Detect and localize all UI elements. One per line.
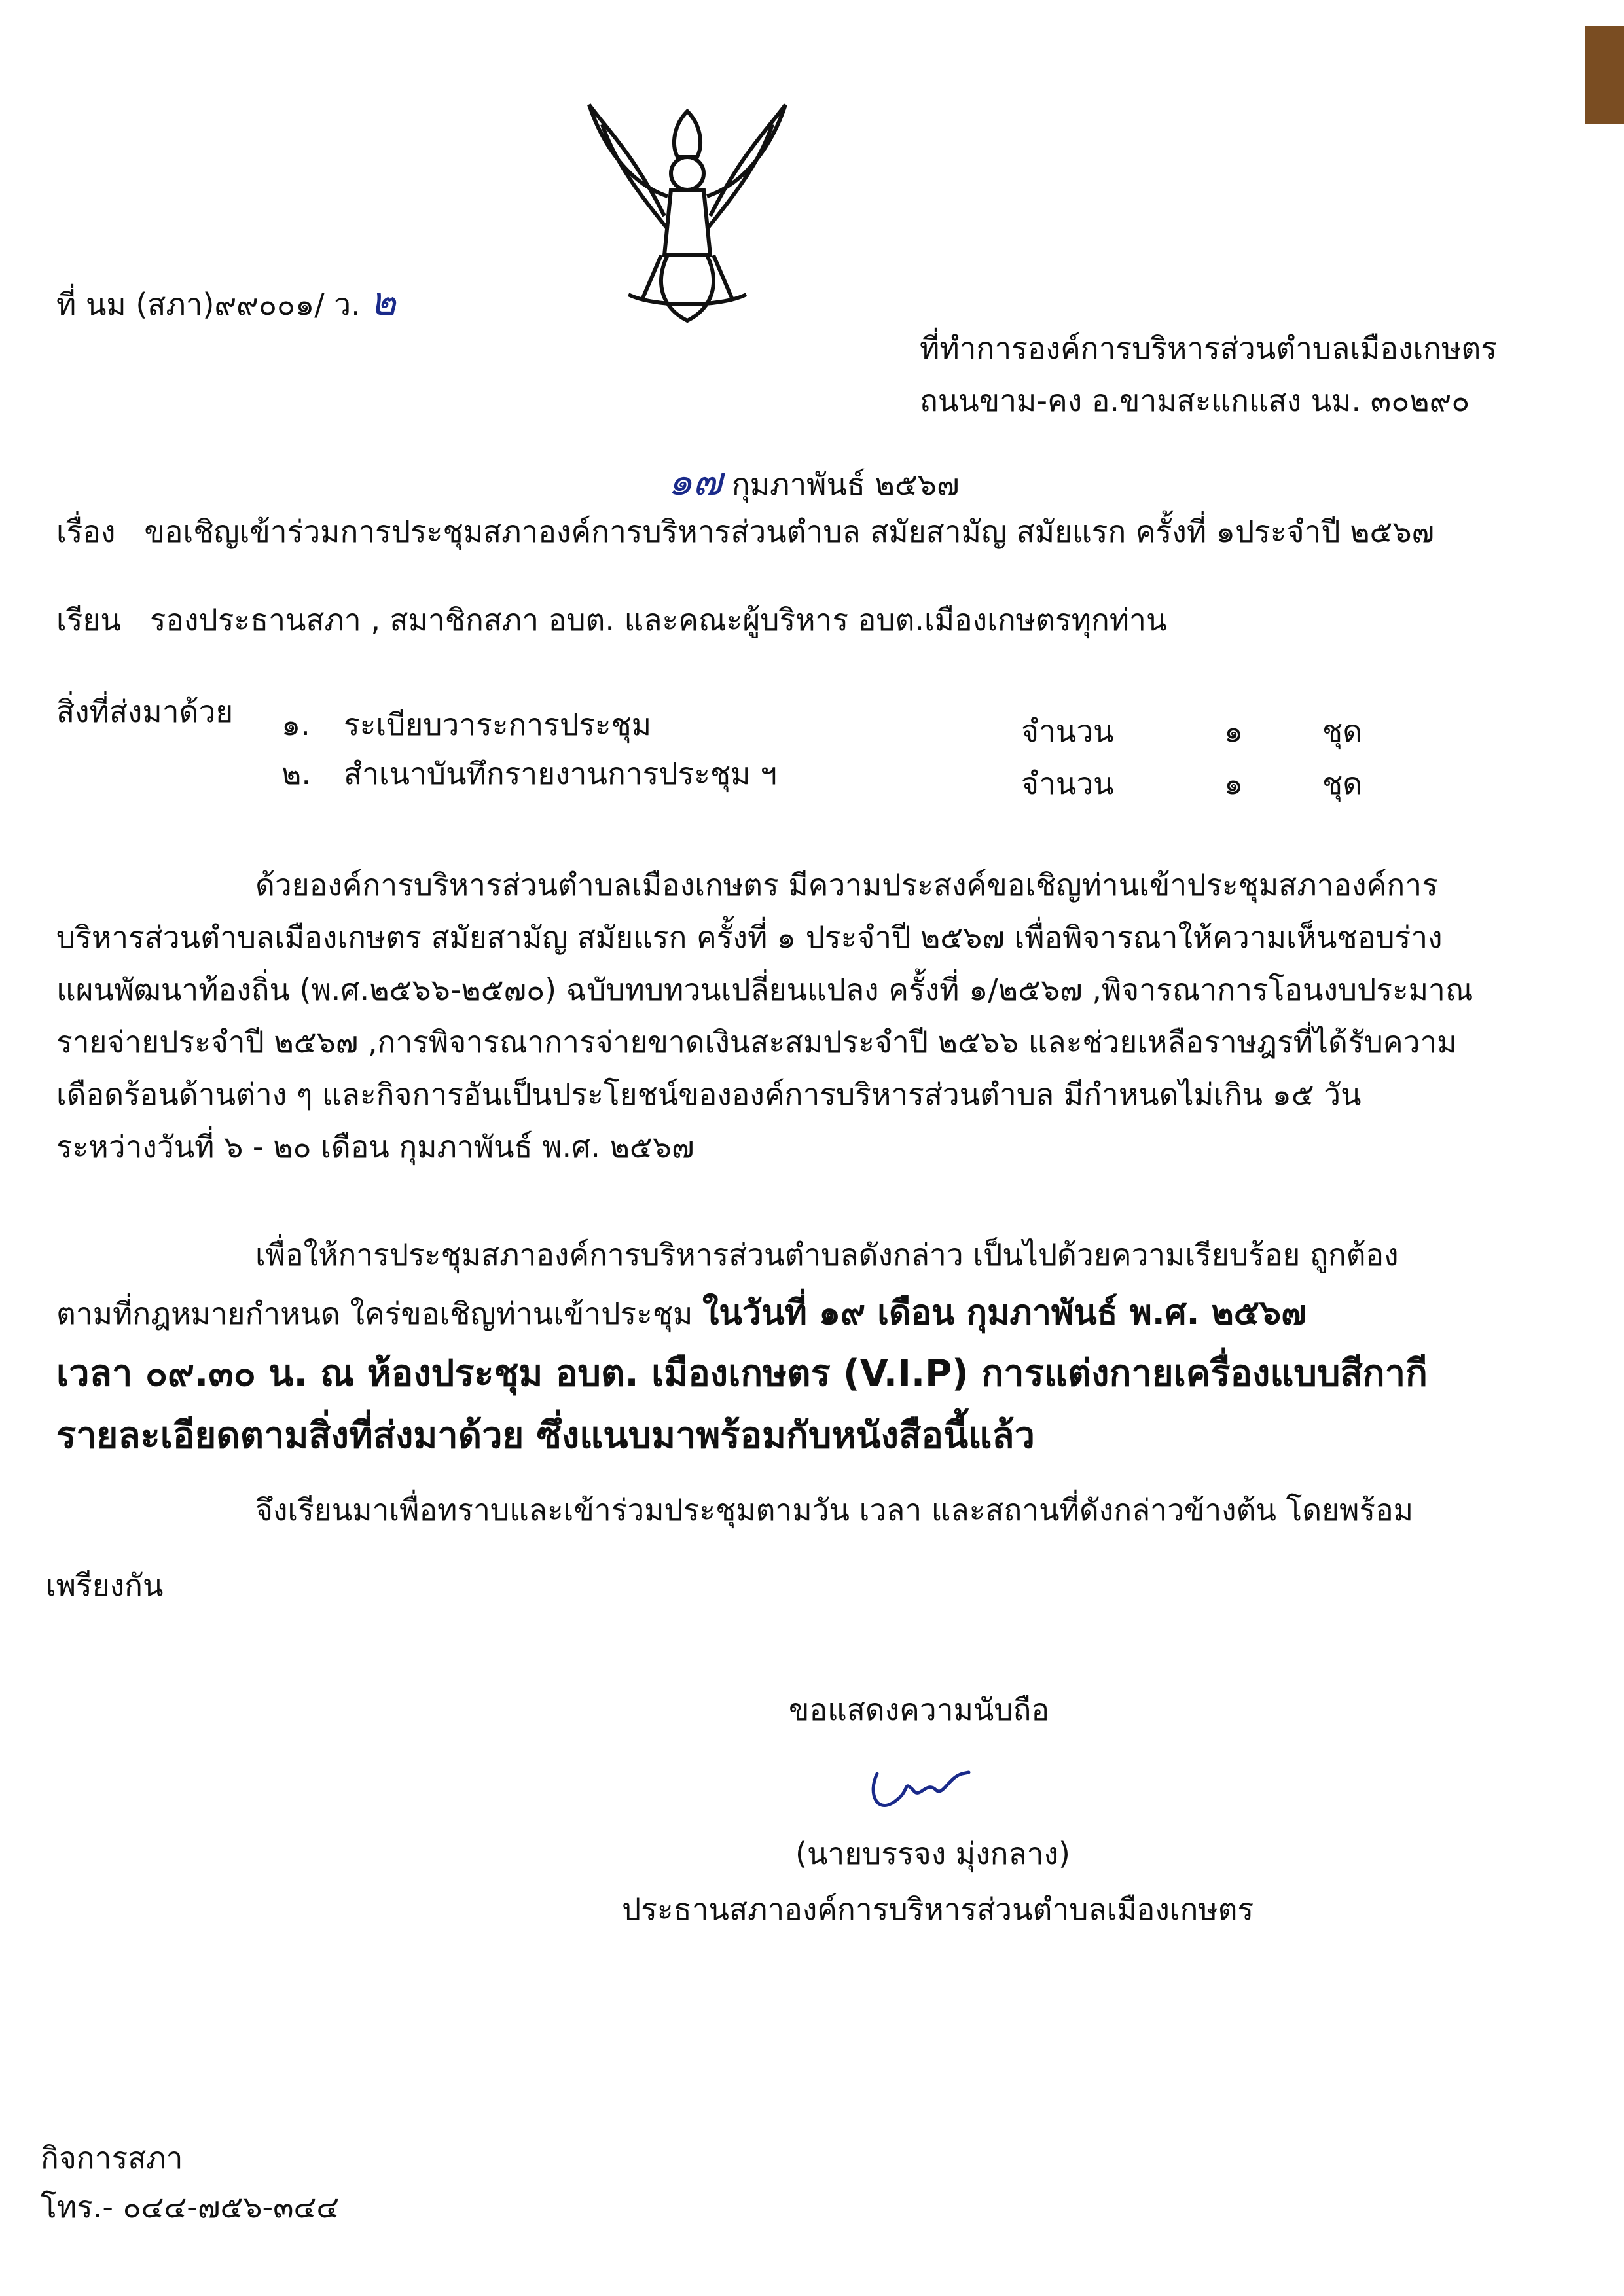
doc-number [56,278,396,325]
enclosure-1-unit: ชุด [1322,713,1363,749]
para1-line4: รายจ่ายประจำปี ๒๕๖๗ ,การพิจารณาการจ่ายขาดเงินสะสมประจำปี ๒๕๖๖ และช่วยเหลือราษฎรที่ได้รับความ [56,1024,1457,1060]
document-date [668,458,960,505]
enclosure-1-qty: ๑ [1224,713,1244,749]
enclosure-2-qty-label: จำนวน [1021,766,1114,801]
signature-image [864,1754,982,1820]
enclosure-2-text: สำเนาบันทึกรายงานการประชุม ฯ [344,756,777,791]
enclosure-1-text: ระเบียบวาระการประชุม [344,707,652,742]
scan-edge-mark [1585,26,1624,124]
meeting-details-note: รายละเอียดตามสิ่งที่ส่งมาด้วย ซึ่งแนบมาพร้อมกับหนังสือนี้แล้ว [56,1414,1035,1457]
para1-line1: ด้วยองค์การบริหารส่วนตำบลเมืองเกษตร มีความประสงค์ขอเชิญท่านเข้าประชุมสภาองค์การ [255,867,1438,903]
office-address-line2: ถนนขาม-คง อ.ขามสะแกแสง นม. ๓๐๒๙๐ [920,383,1470,418]
para2-line2 [56,1293,1447,1333]
signatory-name: (นายบรรจง มุ่งกลาง) [795,1836,1070,1871]
para1-line3: แผนพัฒนาท้องถิ่น (พ.ศ.๒๕๖๖-๒๕๗๐) ฉบับทบทวนเปลี่ยนแปลง ครั้งที่ ๑/๒๕๖๗ ,พิจารณาการโอนงบประมาณ [56,972,1473,1007]
enclosure-1-qty-label: จำนวน [1021,713,1114,749]
para1-line2: บริหารส่วนตำบลเมืองเกษตร สมัยสามัญ สมัยแรก ครั้งที่ ๑ ประจำปี ๒๕๖๗ เพื่อพิจารณาให้ความเห็นชอบร่าง [56,920,1443,955]
subject-label: เรื่อง [56,514,116,549]
recipient-text: รองประธานสภา , สมาชิกสภา อบต. และคณะผู้บริหาร อบต.เมืองเกษตรทุกท่าน [149,602,1167,637]
meeting-time-place: เวลา ๐๙.๓๐ น. ณ ห้องประชุม อบต. เมืองเกษตร (V.I.P) การแต่งกายเครื่องแบบสีกากี [56,1352,1428,1395]
enclosure-1-num: ๑. [281,707,310,742]
garuda-emblem [563,85,812,334]
closing-regards: ขอแสดงความนับถือ [789,1692,1050,1727]
date-day-handwritten: ๑๗ [668,459,723,505]
para2-line2-normal: ตามที่กฎหมายกำหนด ใคร่ขอเชิญท่านเข้าประชุม [56,1296,702,1331]
recipient-label: เรียน [56,602,121,637]
enclosures-label: สิ่งที่ส่งมาด้วย [56,694,234,729]
para1-line5: เดือดร้อนด้านต่าง ๆ และกิจการอันเป็นประโยชน์ขององค์การบริหารส่วนตำบล มีกำหนดไม่เกิน ๑๕ วัน [56,1077,1362,1112]
office-address-line1: ที่ทำการองค์การบริหารส่วนตำบลเมืองเกษตร [920,331,1497,366]
meeting-date: ในวันที่ ๑๙ เดือน กุมภาพันธ์ พ.ศ. ๒๕๖๗ [702,1293,1307,1333]
para2-line1: เพื่อให้การประชุมสภาองค์การบริหารส่วนตำบลดังกล่าว เป็นไปด้วยความเรียบร้อย ถูกต้อง [255,1237,1399,1272]
para1-line6: ระหว่างวันที่ ๖ - ๒๐ เดือน กุมภาพันธ์ พ.ศ. ๒๕๖๗ [56,1129,695,1164]
date-month-year: กุมภาพันธ์ ๒๕๖๗ [731,467,960,502]
signatory-position: ประธานสภาองค์การบริหารส่วนตำบลเมืองเกษตร [622,1892,1254,1927]
enclosure-2-unit: ชุด [1322,766,1363,801]
enclosure-2-qty: ๑ [1224,766,1244,801]
recipient-line [56,602,1447,638]
enclosure-2-num: ๒. [281,756,311,791]
para3-line2: เพรียงกัน [46,1568,164,1603]
footer-department: กิจการสภา [41,2140,183,2176]
subject-text: ขอเชิญเข้าร่วมการประชุมสภาองค์การบริหารส่วนตำบล สมัยสามัญ สมัยแรก ครั้งที่ ๑ประจำปี ๒๕๖๗ [144,514,1435,549]
doc-number-text: ที่ นม (สภา)๙๙๐๐๑/ ว. [56,287,361,322]
para3-line1: จึงเรียนมาเพื่อทราบและเข้าร่วมประชุมตามวัน เวลา และสถานที่ดังกล่าวข้างต้น โดยพร้อม [255,1492,1414,1528]
subject-line [56,514,1447,550]
footer-phone: โทร.- ๐๔๔-๗๕๖-๓๔๔ [41,2189,340,2225]
doc-number-handwritten: ๒ [370,279,396,325]
